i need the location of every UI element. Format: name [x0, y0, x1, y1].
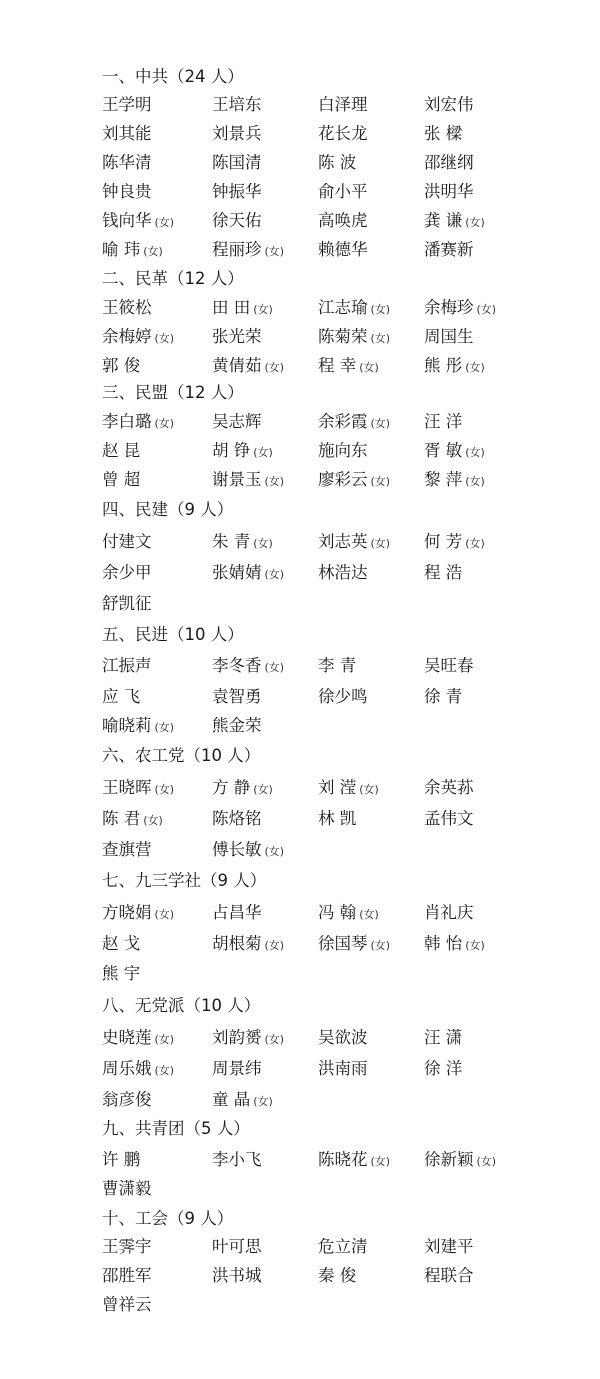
female-mark: (女) — [465, 537, 485, 550]
member-entry — [212, 531, 273, 555]
section-title: 一、中共 — [102, 67, 168, 86]
section-title: 七、九三学社 — [102, 871, 201, 890]
member-entry — [102, 1089, 152, 1111]
member-name: 余少甲 — [102, 563, 152, 582]
member-name: 李冬香 — [212, 656, 262, 675]
member-name: 赵 戈 — [102, 934, 141, 953]
member-entry — [318, 777, 379, 801]
member-name: 徐 青 — [424, 687, 463, 706]
section-title: 四、民建 — [102, 500, 168, 519]
member-entry — [424, 123, 462, 145]
female-mark: (女) — [253, 1095, 273, 1108]
member-name: 吴旺春 — [424, 656, 474, 675]
female-mark: (女) — [359, 783, 379, 796]
member-name: 应 飞 — [102, 687, 141, 706]
female-mark: (女) — [465, 446, 485, 459]
member-entry — [318, 1027, 368, 1049]
member-name: 曾 超 — [102, 470, 141, 489]
member-name: 洪书城 — [212, 1266, 262, 1285]
member-entry — [102, 1294, 152, 1316]
member-entry — [318, 808, 356, 830]
member-entry — [102, 686, 140, 708]
member-name: 汪 洋 — [424, 412, 463, 431]
member-name: 江振声 — [102, 656, 152, 675]
member-entry — [424, 355, 485, 379]
member-name: 王学明 — [102, 95, 152, 114]
female-mark: (女) — [264, 1033, 285, 1046]
section-count: （9 人） — [168, 1209, 234, 1228]
member-entry — [102, 1178, 152, 1200]
member-entry — [102, 1058, 174, 1082]
member-name: 熊 彤 — [424, 356, 463, 375]
member-name: 黄倩茹 — [212, 356, 262, 375]
member-entry — [318, 686, 368, 708]
member-name: 程丽珍 — [212, 240, 262, 259]
member-entry — [212, 1236, 262, 1258]
member-entry — [318, 440, 368, 462]
section-header — [102, 499, 233, 521]
member-name: 花长龙 — [318, 124, 368, 143]
member-name: 谢景玉 — [212, 470, 262, 489]
female-mark: (女) — [154, 783, 175, 796]
member-name: 占昌华 — [212, 903, 262, 922]
member-entry — [424, 411, 462, 433]
member-name: 林浩达 — [318, 563, 368, 582]
female-mark: (女) — [465, 475, 485, 488]
member-name: 余彩霞 — [318, 412, 368, 431]
member-name: 刘志英 — [318, 532, 368, 551]
section-header — [102, 995, 260, 1017]
member-entry — [424, 933, 485, 957]
member-entry — [102, 1265, 152, 1287]
member-entry — [212, 902, 262, 924]
member-name: 高唤虎 — [318, 211, 368, 230]
female-mark: (女) — [370, 475, 391, 488]
member-entry — [424, 1265, 474, 1287]
member-entry — [212, 1149, 262, 1171]
member-entry — [212, 808, 262, 830]
member-entry — [318, 531, 390, 555]
member-entry — [102, 593, 152, 615]
section-count: （10 人） — [184, 746, 261, 765]
member-name: 黎 萍 — [424, 470, 463, 489]
female-mark: (女) — [143, 814, 163, 827]
member-name: 程 幸 — [318, 356, 357, 375]
member-entry — [212, 152, 262, 174]
member-name: 徐 洋 — [424, 1059, 463, 1078]
member-entry — [102, 1149, 140, 1171]
female-mark: (女) — [465, 939, 485, 952]
member-name: 史晓莲 — [102, 1028, 152, 1047]
member-name: 周乐娥 — [102, 1059, 152, 1078]
section-count: （9 人） — [201, 871, 267, 890]
member-entry — [424, 469, 485, 493]
member-entry — [102, 562, 152, 584]
member-name: 翁彦俊 — [102, 1090, 152, 1109]
member-entry — [102, 326, 174, 350]
member-entry — [318, 297, 390, 321]
member-name: 熊金荣 — [212, 716, 262, 735]
member-entry — [212, 1089, 273, 1113]
member-name: 张 樑 — [424, 124, 463, 143]
member-entry — [424, 94, 474, 116]
section-title: 八、无党派 — [102, 996, 185, 1015]
member-entry — [318, 469, 390, 493]
female-mark: (女) — [465, 361, 485, 374]
female-mark: (女) — [154, 417, 175, 430]
member-name: 廖彩云 — [318, 470, 368, 489]
member-name: 陈晓花 — [318, 1150, 368, 1169]
member-name: 程 浩 — [424, 563, 463, 582]
member-entry — [318, 239, 368, 261]
member-entry — [318, 562, 368, 584]
member-entry — [424, 326, 474, 348]
female-mark: (女) — [370, 537, 391, 550]
member-entry — [212, 777, 273, 801]
member-entry — [102, 239, 163, 263]
member-entry — [212, 469, 284, 493]
member-entry — [212, 715, 262, 737]
member-name: 傅长敏 — [212, 840, 262, 859]
member-name: 喻晓莉 — [102, 716, 152, 735]
member-entry — [424, 297, 496, 321]
member-name: 赖德华 — [318, 240, 368, 259]
member-name: 周国生 — [424, 327, 474, 346]
member-name: 方 静 — [212, 778, 251, 797]
member-entry — [318, 902, 379, 926]
member-entry — [424, 210, 485, 234]
member-name: 冯 翰 — [318, 903, 357, 922]
member-entry — [424, 1236, 474, 1258]
member-entry — [318, 355, 379, 379]
member-entry — [212, 839, 284, 863]
female-mark: (女) — [370, 303, 391, 316]
member-entry — [424, 686, 462, 708]
member-entry — [424, 1149, 496, 1173]
member-name: 白泽理 — [318, 95, 368, 114]
member-name: 钟振华 — [212, 182, 262, 201]
member-entry — [102, 297, 152, 319]
female-mark: (女) — [154, 216, 175, 229]
member-name: 王晓晖 — [102, 778, 152, 797]
member-name: 林 凯 — [318, 809, 357, 828]
member-name: 徐少鸣 — [318, 687, 368, 706]
member-entry — [212, 297, 273, 321]
member-entry — [318, 1058, 368, 1080]
member-name: 许 鹏 — [102, 1150, 141, 1169]
member-name: 曾祥云 — [102, 1295, 152, 1314]
female-mark: (女) — [264, 568, 285, 581]
female-mark: (女) — [370, 939, 391, 952]
female-mark: (女) — [154, 721, 175, 734]
member-entry — [102, 181, 152, 203]
member-name: 周景纬 — [212, 1059, 262, 1078]
member-name: 喻 玮 — [102, 240, 141, 259]
member-name: 张光荣 — [212, 327, 262, 346]
member-entry — [212, 562, 284, 586]
member-name: 陈菊荣 — [318, 327, 368, 346]
member-name: 何 芳 — [424, 532, 463, 551]
member-entry — [318, 1265, 356, 1287]
member-entry — [424, 440, 485, 464]
member-name: 李白璐 — [102, 412, 152, 431]
member-name: 赵 昆 — [102, 441, 141, 460]
member-entry — [318, 1236, 368, 1258]
female-mark: (女) — [476, 303, 497, 316]
member-entry — [212, 655, 284, 679]
member-name: 曹潇毅 — [102, 1179, 152, 1198]
section-count: （12 人） — [168, 383, 244, 402]
member-entry — [424, 808, 474, 830]
member-name: 李 青 — [318, 656, 357, 675]
section-header — [102, 66, 244, 88]
member-name: 陈 君 — [102, 809, 141, 828]
female-mark: (女) — [370, 1155, 391, 1168]
member-entry — [212, 411, 262, 433]
section-count: （12 人） — [168, 269, 244, 288]
section-count: （10 人） — [168, 625, 244, 644]
female-mark: (女) — [154, 1064, 175, 1077]
female-mark: (女) — [253, 537, 273, 550]
member-entry — [212, 181, 262, 203]
member-entry — [318, 181, 368, 203]
member-entry — [102, 808, 163, 832]
member-name: 叶可思 — [212, 1237, 262, 1256]
member-name: 潘赛新 — [424, 240, 474, 259]
member-name: 余英荪 — [424, 778, 474, 797]
member-name: 吴欲波 — [318, 1028, 368, 1047]
member-name: 王培东 — [212, 95, 262, 114]
member-entry — [318, 933, 390, 957]
female-mark: (女) — [465, 216, 485, 229]
member-name: 余梅珍 — [424, 298, 474, 317]
member-entry — [212, 1265, 262, 1287]
member-name: 龚 谦 — [424, 211, 463, 230]
member-name: 陈 波 — [318, 153, 357, 172]
female-mark: (女) — [253, 303, 273, 316]
member-entry — [318, 655, 356, 677]
member-name: 熊 宇 — [102, 964, 141, 983]
member-entry — [102, 902, 174, 926]
member-entry — [318, 411, 390, 435]
member-name: 查旗营 — [102, 840, 152, 859]
member-name: 朱 青 — [212, 532, 251, 551]
member-entry — [212, 1058, 262, 1080]
female-mark: (女) — [154, 1033, 175, 1046]
member-entry — [212, 239, 284, 263]
member-name: 方晓娟 — [102, 903, 152, 922]
member-name: 肖礼庆 — [424, 903, 474, 922]
member-entry — [212, 210, 262, 232]
member-name: 刘景兵 — [212, 124, 262, 143]
section-title: 二、民革 — [102, 269, 168, 288]
member-name: 胥 敏 — [424, 441, 463, 460]
member-entry — [424, 655, 474, 677]
section-count: （10 人） — [184, 996, 261, 1015]
member-name: 张婧婧 — [212, 563, 262, 582]
section-header — [102, 745, 260, 767]
member-entry — [318, 326, 390, 350]
member-entry — [424, 531, 485, 555]
member-entry — [102, 94, 152, 116]
member-name: 舒凯征 — [102, 594, 152, 613]
member-name: 李小飞 — [212, 1150, 262, 1169]
member-name: 袁智勇 — [212, 687, 262, 706]
section-header — [102, 382, 244, 404]
section-count: （5 人） — [184, 1119, 250, 1138]
member-entry — [212, 355, 284, 379]
female-mark: (女) — [264, 661, 285, 674]
female-mark: (女) — [253, 783, 273, 796]
member-name: 田 田 — [212, 298, 251, 317]
member-entry — [102, 411, 174, 435]
member-name: 徐国琴 — [318, 934, 368, 953]
member-entry — [318, 210, 368, 232]
member-name: 刘建平 — [424, 1237, 474, 1256]
female-mark: (女) — [370, 417, 391, 430]
member-entry — [102, 715, 174, 739]
member-name: 胡根菊 — [212, 934, 262, 953]
member-entry — [424, 239, 474, 261]
member-name: 刘宏伟 — [424, 95, 474, 114]
female-mark: (女) — [264, 475, 285, 488]
member-entry — [102, 839, 152, 861]
member-entry — [102, 210, 174, 234]
member-name: 陈华清 — [102, 153, 152, 172]
member-entry — [102, 777, 174, 801]
member-entry — [102, 933, 140, 955]
member-entry — [212, 326, 262, 348]
member-name: 付建文 — [102, 532, 152, 551]
female-mark: (女) — [154, 908, 175, 921]
member-entry — [102, 355, 140, 377]
member-name: 施向东 — [318, 441, 368, 460]
member-entry — [212, 933, 284, 957]
member-name: 程联合 — [424, 1266, 474, 1285]
member-entry — [102, 440, 140, 462]
female-mark: (女) — [359, 908, 379, 921]
member-name: 徐天佑 — [212, 211, 262, 230]
member-name: 钟良贵 — [102, 182, 152, 201]
member-name: 刘 滢 — [318, 778, 357, 797]
member-entry — [424, 152, 474, 174]
section-header — [102, 1118, 250, 1140]
member-name: 吴志辉 — [212, 412, 262, 431]
member-entry — [212, 686, 262, 708]
section-header — [102, 870, 266, 892]
female-mark: (女) — [370, 332, 391, 345]
member-entry — [102, 123, 152, 145]
member-entry — [424, 902, 474, 924]
member-name: 秦 俊 — [318, 1266, 357, 1285]
member-name: 童 晶 — [212, 1090, 251, 1109]
member-entry — [424, 181, 474, 203]
member-entry — [102, 469, 140, 491]
member-entry — [212, 94, 262, 116]
member-name: 洪南雨 — [318, 1059, 368, 1078]
member-entry — [318, 123, 368, 145]
section-count: （9 人） — [168, 500, 234, 519]
member-entry — [102, 152, 152, 174]
female-mark: (女) — [143, 245, 163, 258]
member-name: 陈国清 — [212, 153, 262, 172]
member-name: 胡 铮 — [212, 441, 251, 460]
member-entry — [318, 1149, 390, 1173]
member-entry — [424, 1058, 462, 1080]
female-mark: (女) — [253, 446, 273, 459]
section-title: 六、农工党 — [102, 746, 185, 765]
member-entry — [424, 1027, 462, 1049]
section-title: 九、共青团 — [102, 1119, 185, 1138]
member-entry — [102, 655, 152, 677]
member-entry — [318, 152, 356, 174]
section-count: （24 人） — [168, 67, 244, 86]
member-name: 邵继纲 — [424, 153, 474, 172]
female-mark: (女) — [264, 361, 285, 374]
member-name: 王霁宇 — [102, 1237, 152, 1256]
member-entry — [102, 1027, 174, 1051]
member-name: 刘其能 — [102, 124, 152, 143]
member-name: 钱向华 — [102, 211, 152, 230]
section-header — [102, 624, 244, 646]
section-title: 十、工会 — [102, 1209, 168, 1228]
member-name: 俞小平 — [318, 182, 368, 201]
section-title: 五、民进 — [102, 625, 168, 644]
female-mark: (女) — [359, 361, 379, 374]
female-mark: (女) — [264, 245, 285, 258]
member-name: 王筱松 — [102, 298, 152, 317]
member-name: 孟伟文 — [424, 809, 474, 828]
member-entry — [102, 1236, 152, 1258]
member-name: 郭 俊 — [102, 356, 141, 375]
section-header — [102, 268, 244, 290]
member-name: 危立清 — [318, 1237, 368, 1256]
female-mark: (女) — [264, 939, 285, 952]
member-entry — [212, 1027, 284, 1051]
female-mark: (女) — [154, 332, 175, 345]
member-name: 汪 潇 — [424, 1028, 463, 1047]
section-title: 三、民盟 — [102, 383, 168, 402]
member-entry — [102, 963, 140, 985]
member-name: 韩 怡 — [424, 934, 463, 953]
member-entry — [424, 562, 462, 584]
member-entry — [212, 440, 273, 464]
member-entry — [318, 94, 368, 116]
member-entry — [424, 777, 474, 799]
member-name: 刘韵赟 — [212, 1028, 262, 1047]
member-name: 江志瑜 — [318, 298, 368, 317]
member-name: 徐新颖 — [424, 1150, 474, 1169]
member-entry — [102, 531, 152, 553]
section-header — [102, 1208, 233, 1230]
member-name: 洪明华 — [424, 182, 474, 201]
female-mark: (女) — [264, 845, 285, 858]
female-mark: (女) — [476, 1155, 497, 1168]
member-entry — [212, 123, 262, 145]
member-name: 陈烙铭 — [212, 809, 262, 828]
member-name: 邵胜军 — [102, 1266, 152, 1285]
member-name: 余梅婷 — [102, 327, 152, 346]
